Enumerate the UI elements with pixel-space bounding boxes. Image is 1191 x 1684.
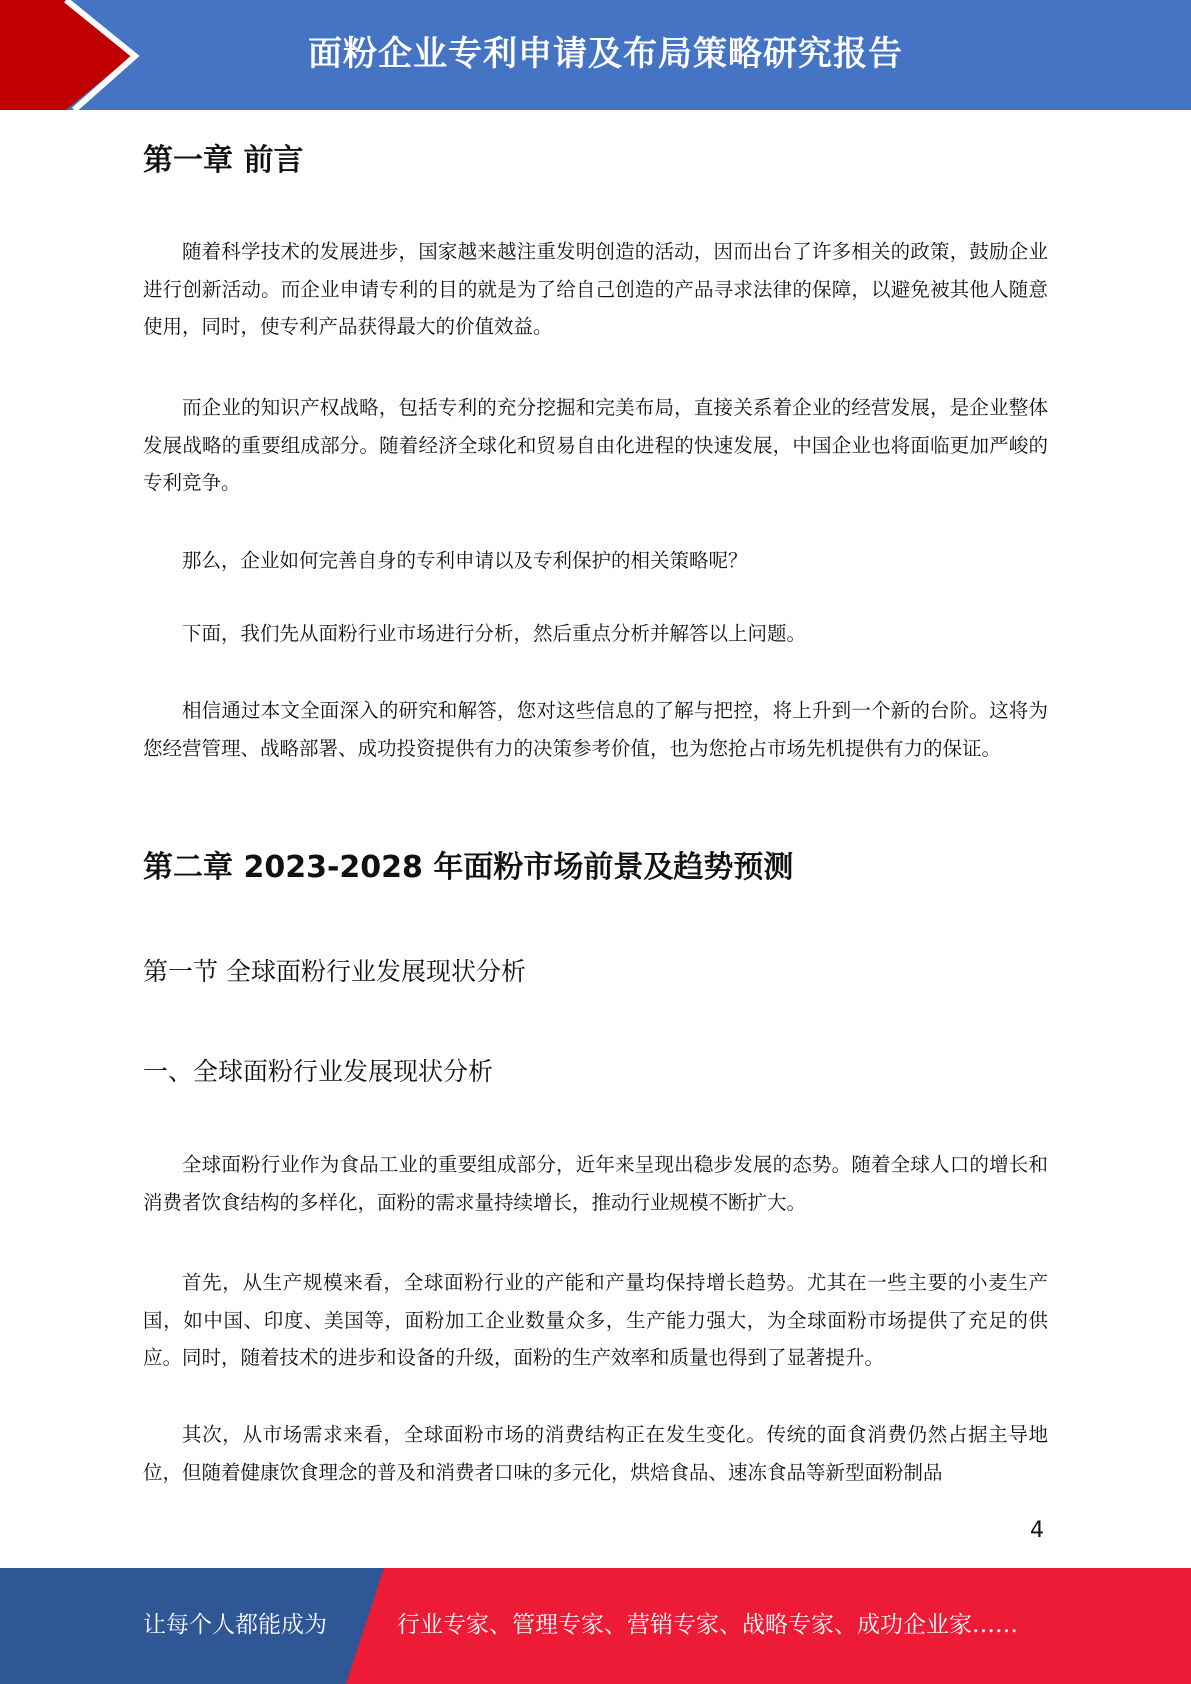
section-heading: 第一节 全球面粉行业发展现状分析 [143,957,526,986]
paragraph [143,233,1048,346]
paragraph-text: 那么，企业如何完善自身的专利申请以及专利保护的相关策略呢？ [182,549,748,572]
paragraph-text: 而企业的知识产权战略，包括专利的充分挖掘和完美布局，直接关系着企业的经营发展，是企业整体发展战略的重要组成部分。随着经济全球化和贸易自由化进程的快速发展，中国企业也将面临更加严峻的专利竞争。 [143,396,1048,494]
footer-slogan-left: 让每个人都能成为 [143,1612,327,1638]
paragraph [143,389,1048,502]
paragraph [143,1146,1048,1221]
footer-slogan-right: 行业专家、管理专家、营销专家、战略专家、成功企业家…… [397,1612,1018,1638]
chapter-1-heading: 第一章 前言 [143,143,304,178]
paragraph-text: 相信通过本文全面深入的研究和解答，您对这些信息的了解与把控，将上升到一个新的台阶。这将为您经营管理、战略部署、成功投资提供有力的决策参考价值，也为您抢占市场先机提供有力的保证。 [143,699,1048,760]
paragraph [143,692,1048,767]
page-header [0,0,1191,110]
paragraph-text: 首先，从生产规模来看，全球面粉行业的产能和产量均保持增长趋势。尤其在一些主要的小麦生产国，如中国、印度、美国等，面粉加工企业数量众多，生产能力强大，为全球面粉市场提供了充足的供应。同时，随着技术的进步和设备的升级，面粉的生产效率和质量也得到了显著提升。 [143,1271,1048,1369]
page-number: 4 [1030,1518,1044,1543]
paragraph-text: 下面，我们先从面粉行业市场进行分析，然后重点分析并解答以上问题。 [182,622,807,645]
chapter-2-heading: 第二章 2023-2028 年面粉市场前景及趋势预测 [143,850,794,885]
paragraph-text: 其次，从市场需求来看，全球面粉市场的消费结构正在发生变化。传统的面食消费仍然占据主导地位，但随着健康饮食理念的普及和消费者口味的多元化，烘焙食品、速冻食品等新型面粉制品 [143,1423,1048,1484]
subsection-heading: 一、全球面粉行业发展现状分析 [143,1057,494,1086]
report-title: 面粉企业专利申请及布局策略研究报告 [308,34,903,74]
page-footer [0,1568,1191,1684]
paragraph [143,615,1048,653]
paragraph [143,1416,1048,1491]
paragraph [143,542,1048,580]
paragraph-text: 全球面粉行业作为食品工业的重要组成部分，近年来呈现出稳步发展的态势。随着全球人口的增长和消费者饮食结构的多样化，面粉的需求量持续增长，推动行业规模不断扩大。 [143,1153,1048,1214]
paragraph [143,1264,1048,1377]
paragraph-text: 随着科学技术的发展进步，国家越来越注重发明创造的活动，因而出台了许多相关的政策，鼓励企业进行创新活动。而企业申请专利的目的就是为了给自己创造的产品寻求法律的保障，以避免被其他人随意使用，同时，使专利产品获得最大的价值效益。 [143,240,1048,338]
